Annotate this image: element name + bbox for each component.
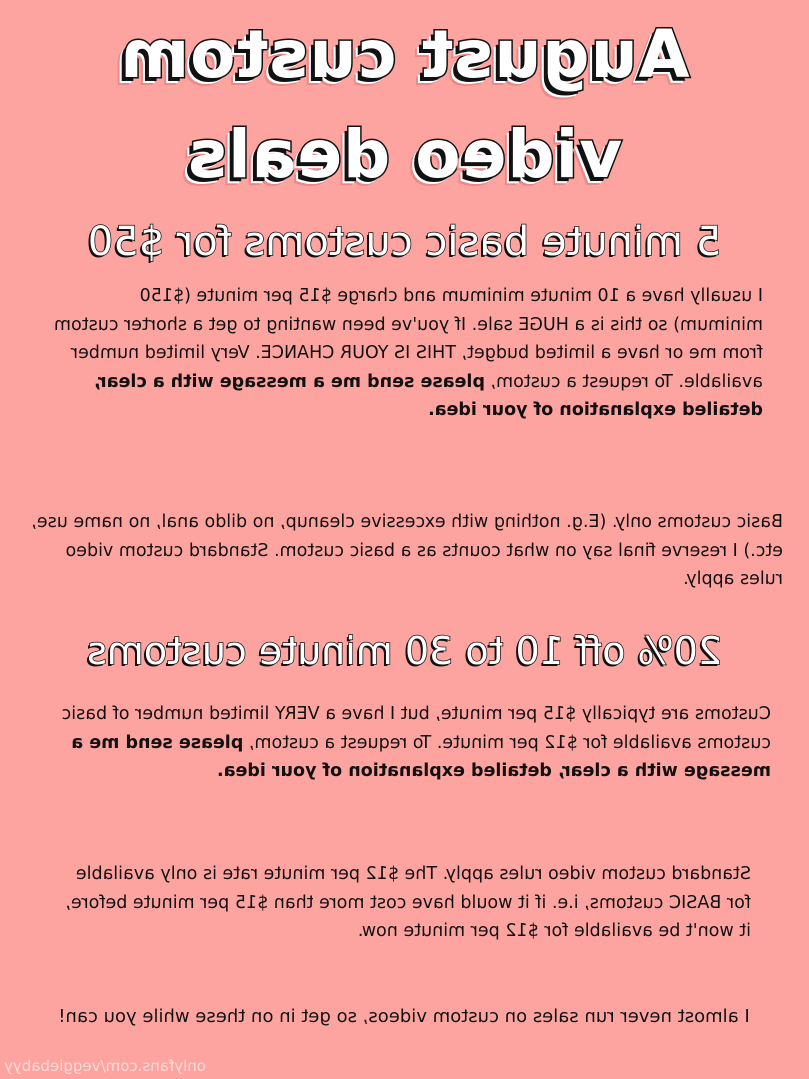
title-line-1: August custom <box>119 16 690 93</box>
section-2-paragraph-1-text: Customs are typically $15 per minute, but I have a VERY limited number of basic customs available for $12 per minute. To request a custom, <box>61 704 771 753</box>
section-2-paragraph-1-bold: please send me a message with a clear, detailed explanation of your idea. <box>71 732 771 782</box>
section-1-paragraph-1 <box>47 282 763 425</box>
watermark: onlyfans.com/veggiebabyy <box>4 1057 206 1075</box>
title-line-2: video deals <box>186 116 623 193</box>
section-2-heading: 20% off 10 to 30 minute customs <box>87 629 722 673</box>
section-1-paragraph-1-text: I usually have a 10 minute minimum and charge $15 per minute ($150 minimum) so this is a HUGE sale. If you've been wanting to get a shorter custom from me or have a limited budget, THIS IS YOUR CHANCE. Very limited number available. To request a custom, <box>54 286 763 392</box>
section-1-paragraph-2: Basic customs only. (E.g. nothing with excessive cleanup, no dildo anal, no name use, etc.) I reserve final say on what counts as a basic custom. Standard custom video rules apply. <box>31 512 783 590</box>
section-2-paragraph-2: Standard custom video rules apply. The $12 per minute rate is only available for BASIC customs, i.e. if it would have cost more than $15 per minute before, it won't be available for $12 per minute now. <box>65 864 751 942</box>
closing-note: I almost never run sales on custom videos, so get in on these while you can! <box>58 1006 750 1027</box>
section-1-heading: 5 minute basic customs for $50 <box>87 219 722 265</box>
section-1-paragraph-1-bold: please send me a message with a clear, detailed explanation of your idea. <box>93 371 763 421</box>
section-2-paragraph-1 <box>45 700 771 786</box>
